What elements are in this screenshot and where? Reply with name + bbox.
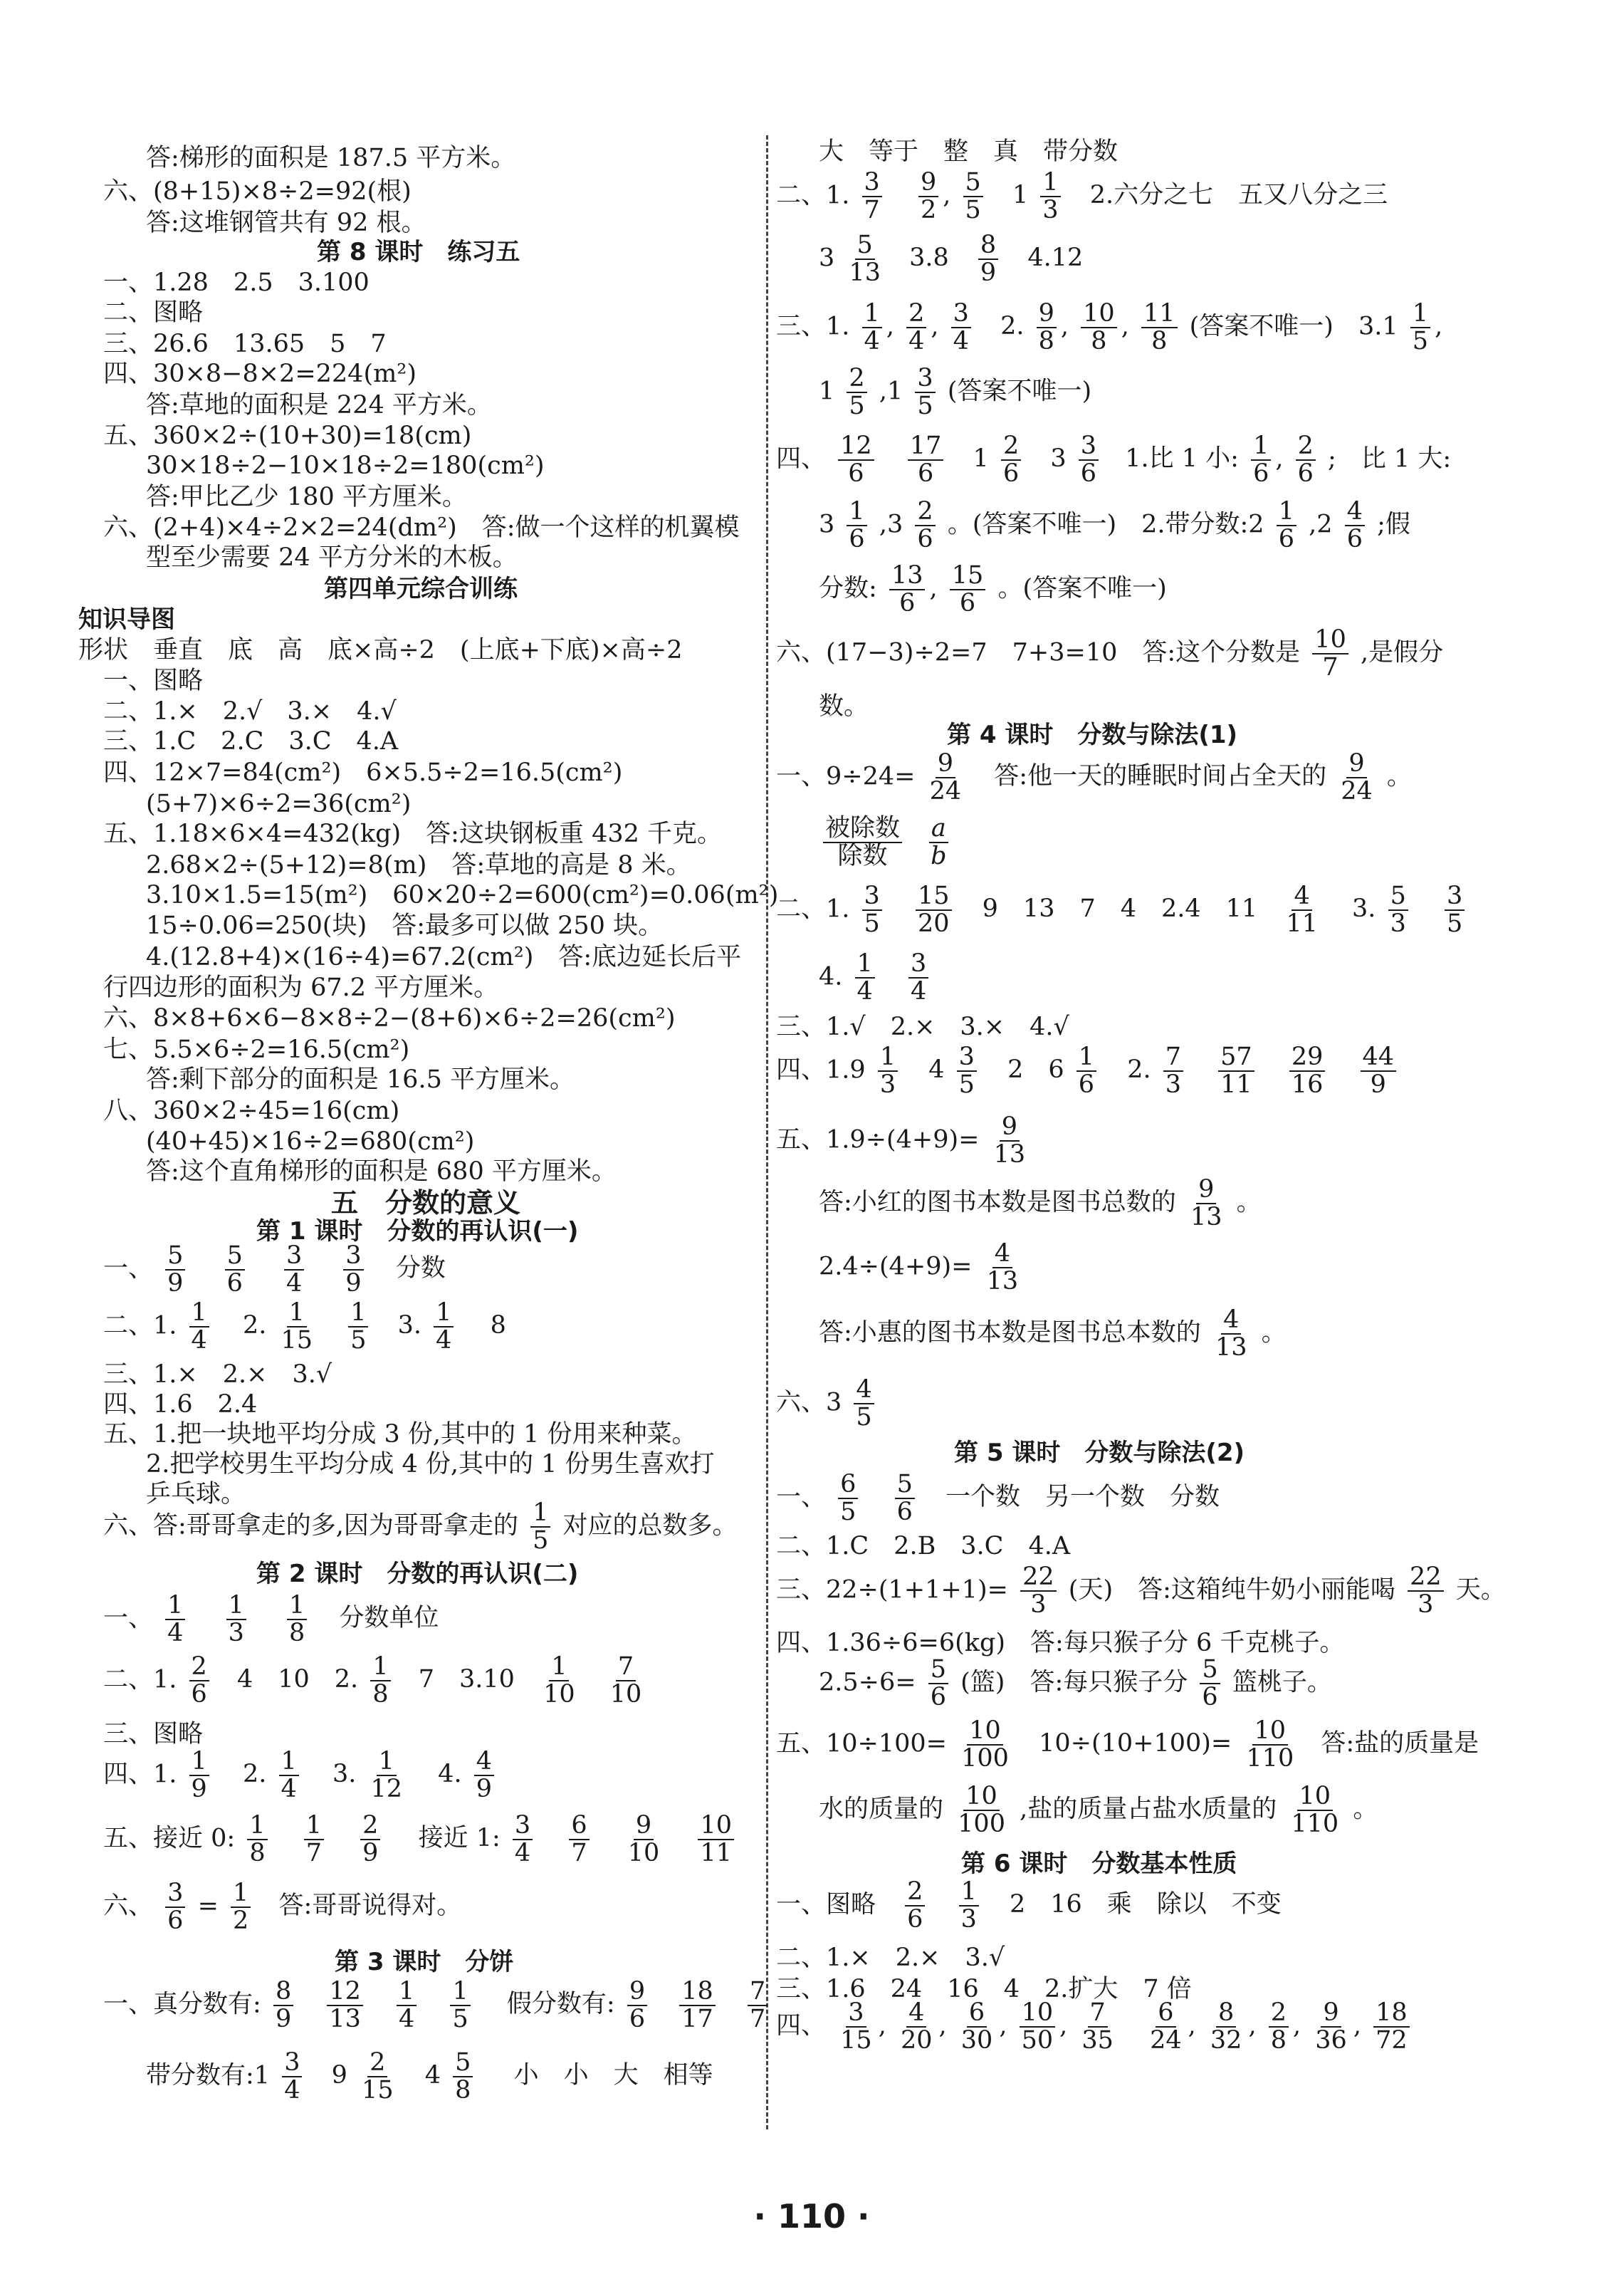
fraction-line: 一、图略 $\frac{2}{6}$ $\frac{1}{3}$ 2 16 乘 除以 不变 bbox=[776, 1877, 1282, 1934]
text-line: 15÷0.06=250(块) 答:最多可以做 250 块。 bbox=[146, 912, 664, 940]
text-line: 四、12×7=84(cm²) 6×5.5÷2=16.5(cm²) bbox=[103, 758, 623, 787]
text-line: 大 等于 整 真 带分数 bbox=[819, 137, 1119, 166]
fraction-line: 六、答:哥哥拿走的多,因为哥哥拿走的 $\frac{1}{5}$ 对应的总数多。 bbox=[103, 1498, 738, 1555]
fraction-line: 六、(17−3)÷2=7 7+3=10 答:这个分数是 $\frac{10}{7}$ ,是假分 bbox=[776, 625, 1444, 682]
text-line: 三、1.√ 2.× 3.× 4.√ bbox=[776, 1013, 1069, 1041]
fraction-line: 1 $\frac{2}{5}$ ,1 $\frac{3}{5}$ (答案不唯一) bbox=[819, 364, 1092, 420]
text-line: 七、5.5×6÷2=16.5(cm²) bbox=[103, 1036, 410, 1064]
fraction-line: 二、1. $\frac{3}{7}$ $\frac{9}{2}$ , $\frac{5}{5}$ 1 $\frac{1}{3}$ 2.六分之七 五又八分之三 bbox=[776, 168, 1388, 224]
text-line: 五、360×2÷(10+30)=18(cm) bbox=[103, 422, 472, 450]
text-line: 三、26.6 13.65 5 7 bbox=[103, 330, 387, 358]
fraction-line: 四、 $\frac{12}{6}$ $\frac{17}{6}$ 1 $\frac{2}{6}$ 3 $\frac{3}{6}$ 1.比 1 小: $\frac{1}{6}$ , $\frac{2}{6}$ ; 比 1 大: bbox=[776, 432, 1452, 488]
fraction-line: 2.4÷(4+9)= $\frac{4}{13}$ bbox=[819, 1239, 1019, 1295]
text-line: 五、1.把一块地平均分成 3 份,其中的 1 份用来种菜。 bbox=[103, 1420, 697, 1449]
subsection-heading: 知识导图 bbox=[78, 605, 175, 634]
text-line: 三、1.6 24 16 4 2.扩大 7 倍 bbox=[776, 1975, 1192, 2003]
text-line: 六、8×8+6×6−8×8÷2−(8+6)×6÷2=26(cm²) bbox=[103, 1004, 676, 1033]
section-heading: 第 6 课时 分数基本性质 bbox=[961, 1850, 1237, 1878]
text-line: 二、图略 bbox=[103, 298, 204, 327]
fraction-line: 3 $\frac{1}{6}$ ,3 $\frac{2}{6}$ 。(答案不唯一) 2.带分数:2 $\frac{1}{6}$ ,2 $\frac{4}{6}$ ;假 bbox=[819, 497, 1410, 553]
text-line: 五、1.18×6×4=432(kg) 答:这块钢板重 432 千克。 bbox=[103, 820, 723, 848]
text-line: 型至少需要 24 平方分米的木板。 bbox=[146, 543, 518, 572]
fraction-line: 一、 $\frac{5}{9}$ $\frac{5}{6}$ $\frac{3}{4}$ $\frac{3}{9}$ 分数 bbox=[103, 1241, 446, 1298]
text-line: 数。 bbox=[819, 692, 869, 721]
fraction-line: 答:小红的图书本数是图书总数的 $\frac{9}{13}$ 。 bbox=[819, 1175, 1262, 1231]
fraction-line: 五、1.9÷(4+9)= $\frac{9}{13}$ bbox=[776, 1112, 1026, 1169]
fraction-line: 三、1. $\frac{1}{4}$ , $\frac{2}{4}$ , $\frac{3}{4}$ 2. $\frac{9}{8}$ , $\frac{10}{8}$ , $\frac{11}{8}$ (答案不唯一) 3.1 $\frac{1}{5}$ , bbox=[776, 299, 1443, 355]
text-line: 答:这个直角梯形的面积是 680 平方厘米。 bbox=[146, 1157, 617, 1186]
fraction-line: 带分数有:1 $\frac{3}{4}$ 9 $\frac{2}{15}$ 4 $\frac{5}{8}$ 小 小 大 相等 bbox=[146, 2048, 713, 2104]
fraction-line: 四、 $\frac{3}{15}$ , $\frac{4}{20}$ , $\frac{6}{30}$ , $\frac{10}{50}$ , $\frac{7}{35}$ $\frac{6}{24}$ , $\frac{8}{32}$ , $\frac{2}{8}$ , $\frac{9}{36}$ , $\frac{18}{72}$ bbox=[776, 2000, 1414, 2054]
text-line: 一、图略 bbox=[103, 667, 204, 695]
fraction-line: 3 $\frac{5}{13}$ 3.8 $\frac{8}{9}$ 4.12 bbox=[819, 231, 1084, 287]
text-line: 三、图略 bbox=[103, 1720, 204, 1748]
section-heading: 第 4 课时 分数与除法(1) bbox=[947, 721, 1238, 749]
text-line: (5+7)×6÷2=36(cm²) bbox=[146, 790, 412, 818]
fraction-line: 一、9÷24= $\frac{9}{24}$ 答:他一天的睡眠时间占全天的 $\frac{9}{24}$ 。 bbox=[776, 749, 1412, 805]
text-line: 行四边形的面积为 67.2 平方厘米。 bbox=[103, 974, 499, 1002]
text-line: 二、1.× 2.× 3.√ bbox=[776, 1944, 1005, 1972]
fraction-line: 六、 $\frac{3}{6}$ = $\frac{1}{2}$ 答:哥哥说得对。 bbox=[103, 1879, 462, 1935]
text-line: 2.把学校男生平均分成 4 份,其中的 1 份男生喜欢打 bbox=[146, 1450, 715, 1478]
fraction-line: 二、1. $\frac{3}{5}$ $\frac{15}{20}$ 9 13 7 4 2.4 11 $\frac{4}{11}$ 3. $\frac{5}{3}$ $\frac{3}{5}$ bbox=[776, 883, 1469, 937]
text-line: 答:这堆钢管共有 92 根。 bbox=[146, 209, 426, 237]
fraction-line: 答:小惠的图书本数是图书总本数的 $\frac{4}{13}$ 。 bbox=[819, 1305, 1287, 1362]
text-line: 四、1.6 2.4 bbox=[103, 1390, 258, 1419]
page-number: · 110 · bbox=[753, 2197, 870, 2236]
fraction-line: 一、 $\frac{1}{4}$ $\frac{1}{3}$ $\frac{1}{8}$ 分数单位 bbox=[103, 1591, 439, 1647]
fraction-line: 一、真分数有: $\frac{8}{9}$ $\frac{12}{13}$ $\frac{1}{4}$ $\frac{1}{5}$ 假分数有: $\frac{9}{6}$ $\frac{18}{17}$ $\frac{7}{7}$ bbox=[103, 1978, 772, 2033]
fraction-line: 五、接近 0: $\frac{1}{8}$ $\frac{1}{7}$ $\frac{2}{9}$ 接近 1: $\frac{3}{4}$ $\frac{6}{7}$ $\frac{9}{10}$ $\frac{10}{11}$ bbox=[103, 1812, 738, 1867]
column-divider bbox=[766, 135, 768, 2129]
fraction-line: 二、1. $\frac{1}{4}$ 2. $\frac{1}{15}$ $\frac{1}{5}$ 3. $\frac{1}{4}$ 8 bbox=[103, 1298, 506, 1355]
text-line: 一、1.28 2.5 3.100 bbox=[103, 268, 370, 297]
text-line: 四、30×8−8×2=224(m²) bbox=[103, 360, 417, 388]
text-line: 答:甲比乙少 180 平方厘米。 bbox=[146, 483, 467, 511]
text-line: 答:梯形的面积是 187.5 平方米。 bbox=[146, 144, 516, 172]
text-line: 形状 垂直 底 高 底×高÷2 (上底+下底)×高÷2 bbox=[78, 636, 683, 664]
text-line: 答:剩下部分的面积是 16.5 平方厘米。 bbox=[146, 1065, 575, 1094]
section-heading: 第 8 课时 练习五 bbox=[317, 238, 520, 266]
text-line: 2.68×2÷(5+12)=8(m) 答:草地的高是 8 米。 bbox=[146, 851, 691, 880]
fraction-line: 2.5÷6= $\frac{5}{6}$ (篮) 答:每只猴子分 $\frac{5}{6}$ 篮桃子。 bbox=[819, 1655, 1332, 1711]
fraction-line: 水的质量的 $\frac{10}{100}$ ,盐的质量占盐水质量的 $\frac{10}{110}$ 。 bbox=[819, 1782, 1378, 1838]
section-heading: 第 3 课时 分饼 bbox=[335, 1948, 514, 1976]
text-line: 3.10×1.5=15(m²) 60×20÷2=600(cm²)=0.06(m²) bbox=[146, 881, 779, 909]
section-heading: 第 1 课时 分数的再认识(一) bbox=[256, 1217, 579, 1246]
fraction-line: 分数: $\frac{13}{6}$ , $\frac{15}{6}$ 。(答案不唯一) bbox=[819, 561, 1167, 617]
section-heading: 第四单元综合训练 bbox=[324, 575, 518, 603]
section-heading: 第 2 课时 分数的再认识(二) bbox=[256, 1560, 579, 1588]
text-line: 六、(8+15)×8÷2=92(根) bbox=[103, 177, 412, 206]
text-line: 八、360×2÷45=16(cm) bbox=[103, 1097, 400, 1125]
text-line: 答:草地的面积是 224 平方米。 bbox=[146, 391, 492, 419]
fraction-line: 被除数 除数 $\frac{a}{b}$ bbox=[819, 815, 953, 870]
text-line: (40+45)×16÷2=680(cm²) bbox=[146, 1127, 475, 1156]
text-line: 二、1.C 2.B 3.C 4.A bbox=[776, 1532, 1071, 1560]
fraction-line: 四、1. $\frac{1}{9}$ 2. $\frac{1}{4}$ 3. $\frac{1}{12}$ 4. $\frac{4}{9}$ bbox=[103, 1748, 498, 1803]
section-heading: 第 5 课时 分数与除法(2) bbox=[954, 1439, 1245, 1467]
text-line: 六、(2+4)×4÷2×2=24(dm²) 答:做一个这样的机翼模 bbox=[103, 513, 740, 542]
fraction-line: 4. $\frac{1}{4}$ $\frac{3}{4}$ bbox=[819, 951, 933, 1005]
fraction-line: 六、3 $\frac{4}{5}$ bbox=[776, 1377, 879, 1431]
text-line: 三、1.× 2.× 3.√ bbox=[103, 1360, 332, 1389]
text-line: 乒乓球。 bbox=[146, 1480, 246, 1508]
text-line: 二、1.× 2.√ 3.× 4.√ bbox=[103, 697, 397, 726]
text-line: 三、1.C 2.C 3.C 4.A bbox=[103, 727, 399, 756]
fraction-line: 四、1.9 $\frac{1}{3}$ 4 $\frac{3}{5}$ 2 6 $\frac{1}{6}$ 2. $\frac{7}{3}$ $\frac{57}{11}$ $\frac{29}{16}$ $\frac{44}{9}$ bbox=[776, 1044, 1400, 1098]
unit-heading: 五 分数的意义 bbox=[331, 1187, 521, 1219]
fraction-line: 二、1. $\frac{2}{6}$ 4 10 2. $\frac{1}{8}$ 7 3.10 $\frac{1}{10}$ $\frac{7}{10}$ bbox=[103, 1652, 642, 1709]
fraction-line: 一、 $\frac{6}{5}$ $\frac{5}{6}$ 一个数 另一个数 分数 bbox=[776, 1470, 1220, 1526]
text-line: 4.(12.8+4)×(16÷4)=67.2(cm²) 答:底边延长后平 bbox=[146, 943, 742, 971]
text-line: 四、1.36÷6=6(kg) 答:每只猴子分 6 千克桃子。 bbox=[776, 1629, 1345, 1657]
text-line: 30×18÷2−10×18÷2=180(cm²) bbox=[146, 452, 545, 480]
fraction-line: 三、22÷(1+1+1)= $\frac{22}{3}$ (天) 答:这箱纯牛奶小丽能喝 $\frac{22}{3}$ 天。 bbox=[776, 1563, 1506, 1619]
fraction-line: 五、10÷100= $\frac{10}{100}$ 10÷(10+100)= $\frac{10}{110}$ 答:盐的质量是 bbox=[776, 1716, 1479, 1773]
